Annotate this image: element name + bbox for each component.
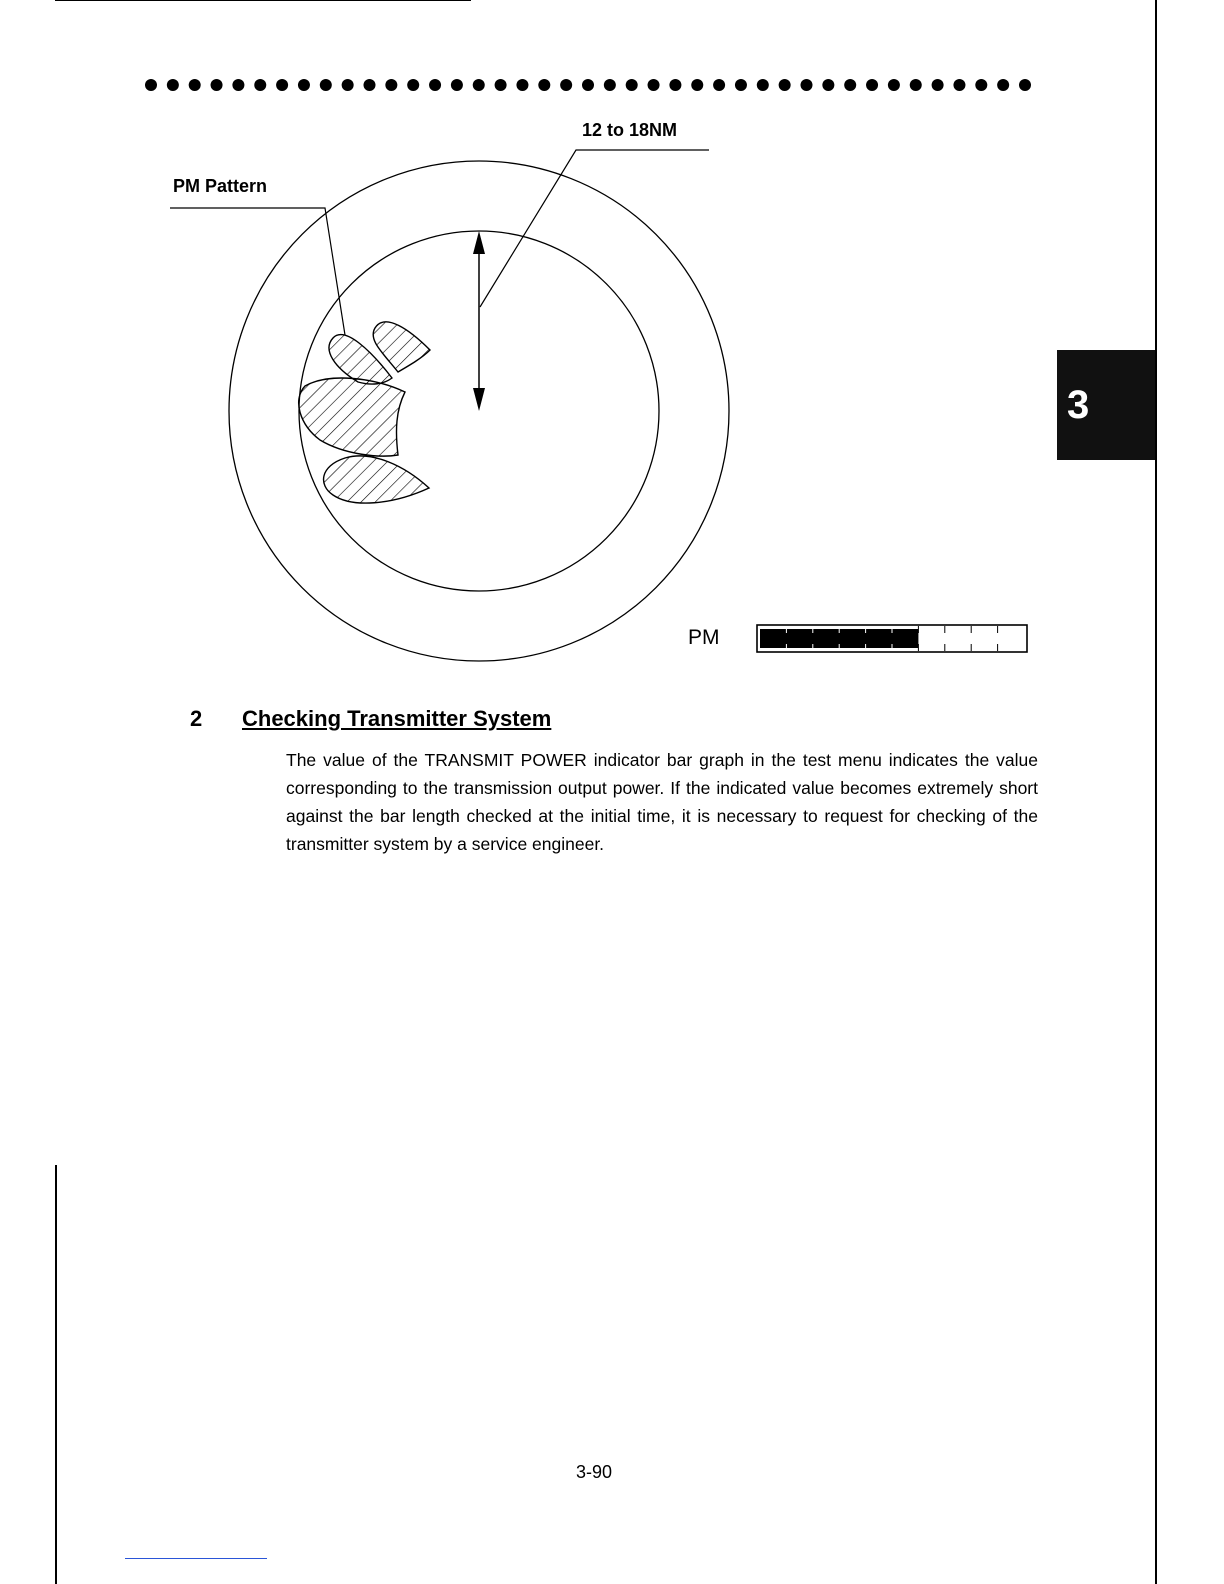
pm-bar-indicator xyxy=(757,625,1027,652)
pattern-leader-line xyxy=(170,208,345,335)
range-label: 12 to 18NM xyxy=(582,120,678,140)
range-leader-line xyxy=(480,150,709,307)
pm-pattern-label: PM Pattern xyxy=(173,176,268,196)
pm-pattern-diagram xyxy=(0,0,1224,700)
range-arrow xyxy=(473,231,485,411)
page-number: 3-90 xyxy=(575,1462,613,1482)
section-heading xyxy=(190,706,551,732)
bottom-rule xyxy=(125,1558,267,1559)
pm-indicator-label: PM xyxy=(688,626,720,649)
chapter-number: 3 xyxy=(1067,382,1090,427)
left-margin-rule xyxy=(55,1165,57,1584)
section-title: Checking Transmitter System xyxy=(242,706,552,731)
section-number: 2 xyxy=(190,706,203,731)
section-body: The value of the TRANSMIT POWER indicator bar graph in the test menu indicates the value corresponding to the transmission output power. If the indicated value becomes extremely short against the bar length checked at the initial time, it is necessary to request for checking of the transmitter system by a service engineer. xyxy=(286,750,1038,854)
pm-pattern-lobes xyxy=(299,322,430,503)
